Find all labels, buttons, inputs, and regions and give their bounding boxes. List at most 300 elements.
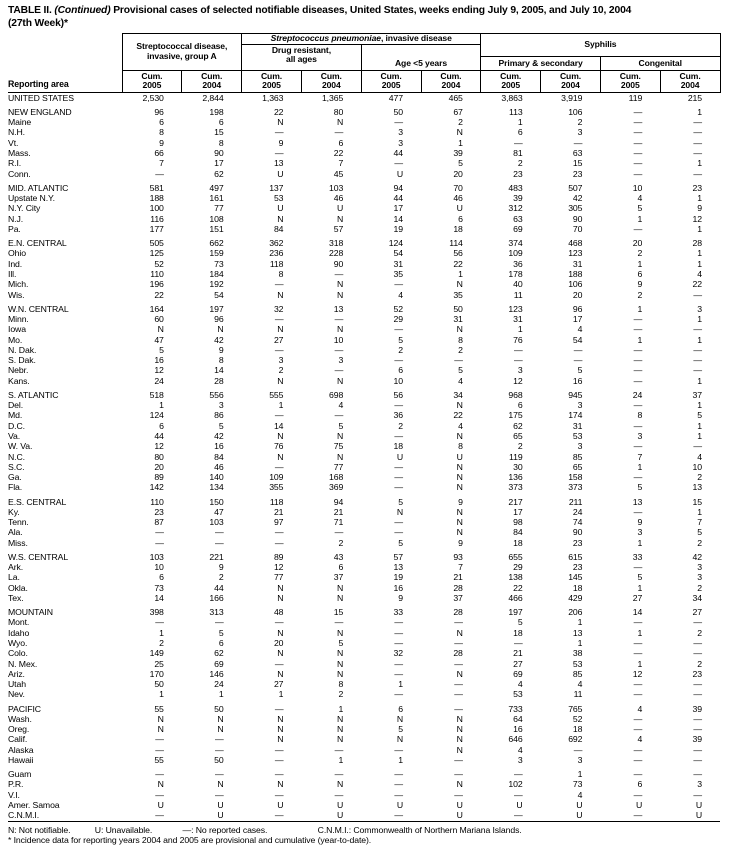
cell-value: 3 (577, 755, 583, 766)
cell-value: 24 (572, 506, 583, 517)
cell-reporting-area: Del. (8, 400, 24, 411)
table-title (8, 5, 733, 30)
cell-value: 89 (273, 551, 284, 562)
cell-value: 11 (573, 689, 583, 700)
cell-value: 10 (333, 334, 344, 345)
cell-value: 2 (338, 537, 344, 548)
cell-value: 10 (632, 182, 643, 193)
cell-value: — (633, 724, 643, 735)
cell-value: — (454, 679, 463, 690)
cell-value: N (456, 482, 463, 493)
cell-reporting-area: N.J. (8, 213, 24, 224)
cell-value: N (456, 430, 463, 441)
cell-value: 23 (572, 168, 583, 179)
cell-value: 46 (214, 461, 224, 472)
table-row (8, 193, 720, 203)
column-group-syphilis: Syphilis (481, 34, 720, 57)
cell-value: — (693, 638, 703, 648)
table-row (8, 603, 720, 617)
cell-value: N (337, 593, 344, 604)
cell-reporting-area: Nebr. (8, 365, 29, 376)
cell-value: — (155, 789, 164, 800)
cell-value: 2 (577, 117, 583, 128)
cell-value: 24 (214, 679, 224, 690)
cell-reporting-area: Okla. (8, 582, 28, 593)
cell-value: 398 (149, 607, 164, 618)
cell-value: 124 (149, 410, 164, 421)
cell-value: — (394, 482, 403, 493)
cell-value: 14 (273, 420, 284, 431)
cell-value: 1 (637, 461, 643, 472)
cell-reporting-area: V.I. (8, 789, 20, 800)
cell-value: 85 (572, 668, 583, 679)
cell-value: — (633, 375, 643, 386)
cell-value: 98 (513, 517, 523, 528)
cell-value: 39 (453, 148, 463, 159)
cell-value: 1 (398, 755, 403, 766)
cell-value: 15 (692, 496, 703, 507)
cell-value: 39 (692, 703, 703, 714)
cell-value: U (456, 800, 463, 811)
table-row (8, 335, 720, 345)
table-row (8, 638, 720, 648)
cell-value: 698 (329, 389, 344, 400)
cell-value: 7 (159, 158, 164, 169)
cell-value: 134 (209, 482, 224, 493)
column-group-age-under5: Age <5 years (361, 44, 481, 70)
cell-value: — (633, 441, 643, 452)
cell-value: 39 (692, 734, 703, 745)
cell-value: 22 (453, 410, 463, 421)
cell-value: — (633, 744, 643, 755)
cell-value: 57 (393, 551, 403, 562)
cell-value: 47 (154, 334, 164, 345)
cell-value: 63 (513, 213, 523, 224)
cell-value: — (633, 158, 643, 169)
cell-value: 1 (697, 506, 703, 517)
cell-value: — (394, 324, 403, 335)
cell-value: 2 (398, 344, 403, 355)
cell-value: 178 (508, 268, 523, 279)
cell-value: 15 (333, 607, 344, 618)
cell-reporting-area: MID. ATLANTIC (8, 182, 69, 193)
cell-value: 3 (697, 562, 703, 573)
cell-value: — (693, 713, 703, 724)
cell-value: — (633, 355, 643, 366)
column-header-reporting-area: Reporting area (8, 34, 122, 93)
table-row (8, 345, 720, 355)
cell-value: 42 (572, 193, 583, 204)
cell-value: 8 (218, 137, 224, 148)
cell-value: N (217, 324, 224, 335)
cell-value: — (274, 148, 284, 159)
cell-reporting-area: Mass. (8, 148, 31, 159)
cell-value: 145 (568, 572, 583, 583)
cell-value: 23 (692, 668, 703, 679)
cell-value: N (337, 668, 344, 679)
cell-value: 53 (273, 193, 284, 204)
cell-value: 25 (154, 658, 164, 669)
cell-value: 53 (513, 689, 523, 700)
cell-value: 8 (278, 268, 284, 279)
cell-value: 9 (218, 562, 224, 573)
table-row (8, 234, 720, 248)
table-row (8, 517, 720, 527)
footnotes (8, 825, 733, 846)
cell-value: — (454, 689, 463, 700)
cell-reporting-area: Mich. (8, 279, 29, 290)
table-row (8, 700, 720, 714)
cell-value: — (514, 355, 523, 366)
cell-value: 138 (508, 572, 523, 583)
cell-value: 2,530 (142, 92, 164, 103)
cell-value: 22 (453, 258, 463, 269)
cell-value: — (155, 168, 164, 179)
cell-value: 150 (209, 496, 224, 507)
cell-value: — (633, 755, 643, 766)
cell-value: 22 (333, 148, 344, 159)
cell-value: 2 (458, 344, 463, 355)
cell-value: 1 (338, 755, 344, 766)
cell-value: 2 (517, 441, 523, 452)
cell-value: 305 (568, 203, 583, 214)
cell-value: — (693, 789, 703, 800)
cell-value: 1 (398, 679, 403, 690)
table-row (8, 734, 720, 744)
cell-value: 38 (572, 648, 583, 659)
cell-value: 4 (697, 451, 703, 462)
cell-value: 27 (273, 334, 284, 345)
cell-value: — (215, 789, 224, 800)
cell-reporting-area: La. (8, 572, 20, 583)
cell-value: — (394, 689, 403, 700)
cell-value: 1 (637, 303, 643, 314)
cell-value: 6 (338, 137, 344, 148)
cell-value: — (633, 223, 643, 234)
cell-value: 118 (269, 496, 284, 507)
cell-value: N (337, 375, 344, 386)
cell-value: 217 (508, 496, 523, 507)
cell-value: 581 (149, 182, 164, 193)
cell-value: N (396, 506, 403, 517)
cell-value: 1 (697, 248, 703, 259)
cell-value: 84 (214, 451, 224, 462)
cell-value: 3 (338, 355, 344, 366)
cell-value: — (693, 755, 703, 766)
table-row (8, 169, 720, 179)
table-body (8, 92, 720, 821)
cell-value: 43 (333, 551, 344, 562)
table-row (8, 324, 720, 334)
cell-value: 32 (393, 648, 403, 659)
cell-value: — (633, 638, 643, 648)
cell-value: — (155, 744, 164, 755)
cell-value: 80 (154, 451, 164, 462)
cell-value: 362 (269, 238, 284, 249)
cell-value: 465 (448, 92, 463, 103)
cell-value: 1 (637, 258, 643, 269)
cell-value: 64 (513, 713, 523, 724)
legend-no-reported-cases: —: No reported cases. (182, 824, 268, 835)
cell-value: 6 (159, 117, 164, 128)
cell-reporting-area: Alaska (8, 744, 34, 755)
cell-value: 28 (453, 582, 463, 593)
cell-value: 507 (568, 182, 583, 193)
table-row (8, 493, 720, 507)
column-header-cum-2005-0: Cum. 2005 (122, 70, 182, 92)
table-row (8, 648, 720, 658)
cell-value: 206 (568, 607, 583, 618)
cell-value: 3 (278, 355, 284, 366)
cell-value: — (155, 537, 164, 548)
cell-value: 8 (458, 334, 463, 345)
cell-value: 16 (393, 582, 403, 593)
cell-value: 36 (513, 258, 523, 269)
cell-value: — (693, 689, 703, 700)
cell-value: 102 (508, 779, 523, 790)
cell-value: U (337, 800, 344, 811)
cell-value: — (633, 789, 643, 800)
cell-value: 6 (637, 779, 643, 790)
cell-value: 54 (393, 248, 403, 259)
cell-value: N (277, 582, 284, 593)
cell-value: 13 (692, 482, 703, 493)
cell-value: 945 (568, 389, 583, 400)
cell-value: 369 (329, 482, 344, 493)
cell-value: 1 (697, 430, 703, 441)
table-row (8, 482, 720, 492)
cell-value: N (277, 430, 284, 441)
cell-value: 116 (150, 213, 164, 224)
cell-reporting-area: Mo. (8, 334, 23, 345)
cell-reporting-area: Idaho (8, 627, 30, 638)
column-header-cum-2004-7: Cum. 2004 (541, 70, 601, 92)
cell-value: U (456, 451, 463, 462)
cell-value: 5 (218, 627, 224, 638)
cell-value: 14 (632, 607, 643, 618)
cell-value: 5 (398, 496, 403, 507)
cell-value: — (573, 344, 583, 355)
cell-value: 31 (453, 313, 463, 324)
cell-value: 36 (393, 410, 403, 421)
cell-value: — (633, 324, 643, 335)
cell-value: — (454, 355, 463, 366)
cell-value: 3,919 (561, 92, 583, 103)
cell-value: 662 (209, 238, 224, 249)
cell-value: — (274, 769, 284, 780)
table-row (8, 355, 720, 365)
cell-value: 97 (273, 517, 284, 528)
cell-value: 9 (637, 517, 643, 528)
cell-value: 40 (513, 279, 523, 290)
cell-value: 20 (572, 289, 583, 300)
cell-value: — (633, 689, 643, 700)
cell-value: N (337, 279, 344, 290)
cell-value: 6 (218, 117, 224, 128)
column-group-primary-secondary: Primary & secondary (481, 56, 601, 70)
cell-value: 6 (159, 572, 164, 583)
table-row (8, 745, 720, 755)
column-group-congenital: Congenital (600, 56, 720, 70)
cell-value: — (334, 617, 344, 628)
cell-value: 42 (214, 430, 224, 441)
cell-value: — (274, 703, 284, 714)
table-row (8, 290, 720, 300)
cell-reporting-area: Conn. (8, 168, 31, 179)
cell-value: 35 (393, 268, 403, 279)
cell-value: 1 (697, 158, 703, 169)
cell-value: N (456, 724, 463, 735)
cell-value: — (693, 617, 703, 628)
cell-value: 13 (572, 627, 583, 638)
cell-value: 96 (572, 303, 583, 314)
column-header-cum-2005-2: Cum. 2005 (242, 70, 302, 92)
cell-value: 55 (154, 703, 164, 714)
cell-value: 1 (338, 703, 344, 714)
cell-value: U (337, 203, 344, 214)
cell-value: 123 (508, 303, 523, 314)
cell-value: U (636, 800, 643, 811)
cell-reporting-area: Ark. (8, 562, 24, 573)
cell-value: U (695, 810, 703, 821)
cell-value: 42 (214, 334, 224, 345)
cell-value: 27 (273, 679, 284, 690)
cell-value: — (633, 365, 643, 376)
cell-value: 24 (632, 389, 643, 400)
cell-value: 9 (458, 537, 463, 548)
cell-value: 21 (273, 506, 284, 517)
cell-value: — (334, 789, 344, 800)
cell-value: 3 (637, 430, 643, 441)
cell-reporting-area: Hawaii (8, 755, 34, 766)
cell-reporting-area: Miss. (8, 537, 28, 548)
cell-value: 52 (154, 258, 164, 269)
cell-value: 1 (637, 537, 643, 548)
cell-value: — (334, 769, 344, 780)
cell-value: 29 (393, 313, 403, 324)
cell-reporting-area: C.N.M.I. (8, 810, 40, 821)
cell-value: 12 (154, 441, 164, 452)
cell-value: 1 (697, 223, 703, 234)
table-row (8, 138, 720, 148)
cell-value: 27 (513, 658, 523, 669)
cell-value: 161 (209, 193, 224, 204)
cell-value: — (693, 127, 703, 138)
cell-value: 3 (697, 303, 703, 314)
cell-value: 1 (278, 689, 284, 700)
title-text: Provisional cases of selected notifiable diseases, United States, weeks ending July 9, 2005, and July 10, 2004 (113, 5, 632, 16)
cell-value: 55 (154, 755, 164, 766)
cell-value: 184 (209, 268, 224, 279)
cell-value: N (337, 117, 344, 128)
cell-value: 5 (637, 572, 643, 583)
cell-value: 84 (513, 527, 523, 538)
cell-value: 77 (273, 572, 284, 583)
cell-value: — (394, 789, 403, 800)
cell-value: — (274, 755, 284, 766)
cell-value: — (693, 648, 703, 659)
cell-value: N (277, 713, 284, 724)
cell-value: 16 (214, 441, 224, 452)
cell-value: — (633, 810, 643, 821)
cell-value: N (277, 375, 284, 386)
table-row (8, 628, 720, 638)
cell-reporting-area: N.C. (8, 451, 25, 462)
cell-value: 175 (508, 410, 523, 421)
cell-value: 69 (513, 223, 523, 234)
cell-value: 2 (697, 537, 703, 548)
cell-value: 77 (333, 461, 344, 472)
cell-value: — (633, 117, 643, 128)
cell-value: N (456, 400, 463, 411)
cell-value: 52 (393, 303, 403, 314)
cell-reporting-area: Utah (8, 679, 26, 690)
cell-value: — (215, 527, 224, 538)
cell-value: 142 (149, 482, 164, 493)
cell-value: 74 (572, 517, 583, 528)
table-number: TABLE II. (8, 5, 52, 16)
table-row (8, 179, 720, 193)
cell-value: 85 (572, 451, 583, 462)
cell-value: 1 (458, 137, 463, 148)
table-row (8, 669, 720, 679)
column-header-cum-2004-9: Cum. 2004 (660, 70, 720, 92)
cell-value: 174 (568, 410, 583, 421)
table-row (8, 127, 720, 137)
table-row (8, 214, 720, 224)
cell-value: — (394, 430, 403, 441)
cell-value: 12 (513, 375, 523, 386)
cell-value: 4 (637, 703, 643, 714)
cell-value: 1 (517, 324, 523, 335)
cell-reporting-area: N.H. (8, 127, 25, 138)
cell-value: — (334, 527, 344, 538)
cell-value: 12 (154, 365, 164, 376)
cell-value: 8 (458, 441, 463, 452)
table-row (8, 679, 720, 689)
cell-reporting-area: S. ATLANTIC (8, 389, 59, 400)
column-group-drug-resistant: Drug resistant, all ages (242, 44, 362, 70)
cell-value: 3 (697, 572, 703, 583)
cell-value: — (274, 617, 284, 628)
cell-value: — (394, 779, 403, 790)
cell-value: 90 (572, 213, 583, 224)
cell-value: 8 (159, 127, 164, 138)
cell-value: 44 (393, 193, 403, 204)
cell-value: U (576, 800, 583, 811)
cell-value: 7 (637, 451, 643, 462)
cell-reporting-area: Mont. (8, 617, 30, 628)
cell-value: 2 (517, 158, 523, 169)
cell-reporting-area: Tex. (8, 593, 24, 604)
cell-value: 3 (218, 400, 224, 411)
cell-value: N (456, 472, 463, 483)
cell-value: 46 (453, 193, 463, 204)
cell-value: 77 (214, 203, 224, 214)
cell-value: 70 (572, 223, 583, 234)
table-row (8, 441, 720, 451)
cell-value: — (394, 769, 403, 780)
cell-value: 110 (150, 268, 164, 279)
cell-value: 483 (508, 182, 523, 193)
column-group-strep-a: Streptococcal disease, invasive, group A (122, 34, 242, 71)
cell-value: 23 (572, 537, 583, 548)
cell-value: 374 (508, 238, 523, 249)
cell-value: N (217, 724, 224, 735)
cell-value: — (394, 744, 403, 755)
cell-value: 1 (637, 627, 643, 638)
table-row (8, 659, 720, 669)
